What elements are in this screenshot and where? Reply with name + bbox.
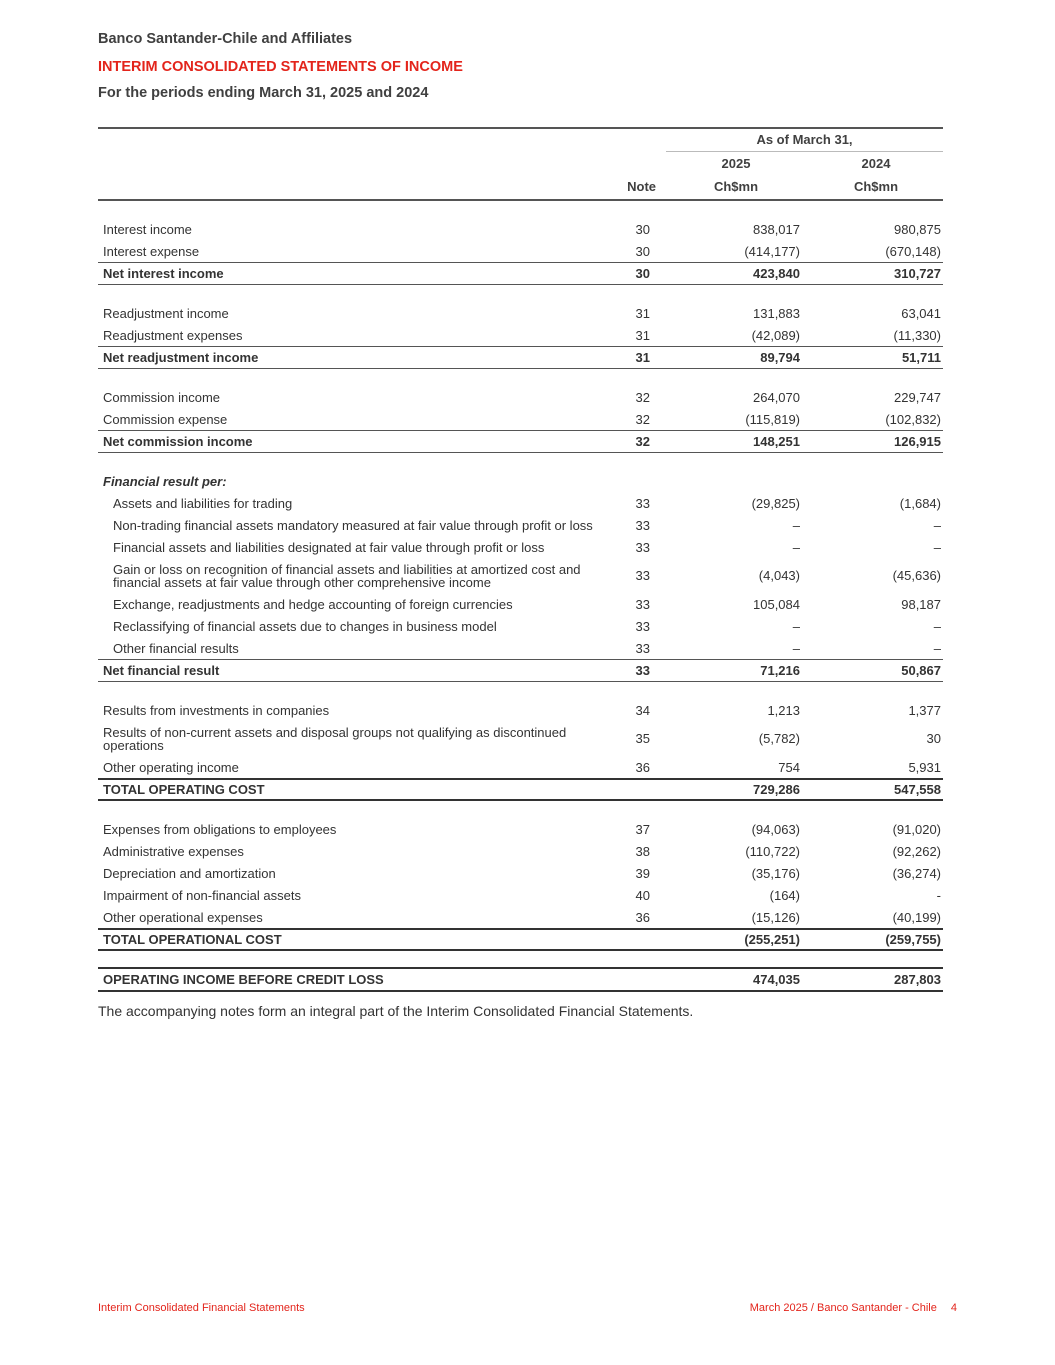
row-label: TOTAL OPERATING COST — [103, 782, 265, 797]
table-row — [98, 514, 943, 536]
row-note: 32 — [635, 434, 650, 449]
row-label: Other operational expenses — [103, 909, 263, 925]
row-value-2025: 89,794 — [760, 350, 800, 365]
row-value-2025: 729,286 — [753, 782, 800, 797]
row-label: Interest expense — [103, 243, 200, 259]
row-label: Readjustment income — [103, 305, 229, 321]
income-statement-table — [98, 127, 943, 992]
row-label: Net financial result — [103, 663, 220, 678]
subtotal-row — [98, 430, 943, 453]
row-value-2025: 1,213 — [767, 702, 800, 718]
row-value-2025: 105,084 — [753, 596, 800, 612]
row-label: Net readjustment income — [103, 350, 259, 365]
row-label: Other operating income — [103, 759, 239, 775]
note-header: Note — [627, 179, 656, 194]
table-row — [98, 840, 943, 862]
row-label: Impairment of non-financial assets — [103, 887, 301, 903]
spacer — [98, 682, 943, 699]
row-label: Expenses from obligations to employees — [103, 821, 337, 837]
row-value-2024: – — [933, 517, 941, 533]
total-row — [98, 778, 943, 801]
row-label: Results of non-current assets and disposal groups not qualifying as discontinued operations — [103, 724, 567, 753]
row-value-2024: (40,199) — [892, 909, 941, 925]
row-note: 33 — [635, 663, 650, 678]
row-value-2024: (1,684) — [899, 495, 941, 511]
spacer — [98, 285, 943, 302]
row-value-2025: (4,043) — [758, 568, 800, 583]
total-row — [98, 928, 943, 951]
table-row — [98, 637, 943, 659]
row-value-2024: (11,330) — [893, 327, 941, 343]
row-value-2025: 474,035 — [753, 972, 800, 987]
table-row — [98, 818, 943, 840]
row-label: Non-trading financial assets mandatory measured at fair value through profit or loss — [113, 517, 593, 533]
row-label: Commission expense — [103, 411, 228, 427]
row-value-2024: 126,915 — [894, 434, 941, 449]
row-label: Financial result per: — [103, 473, 227, 489]
row-label: Administrative expenses — [103, 843, 244, 859]
section-heading — [98, 470, 943, 492]
row-label: Net commission income — [103, 434, 253, 449]
table-row — [98, 884, 943, 906]
footnote: The accompanying notes form an integral part of the Interim Consolidated Financial Statements. — [98, 1003, 694, 1019]
row-value-2025: (255,251) — [744, 932, 800, 947]
row-note: 31 — [635, 305, 650, 321]
row-note: 33 — [635, 640, 650, 656]
row-note: 33 — [635, 568, 650, 583]
page-number: 4 — [950, 1302, 957, 1314]
row-value-2024: (45,636) — [892, 568, 941, 583]
table-row — [98, 302, 943, 324]
row-value-2024: 98,187 — [901, 596, 941, 612]
subtotal-row — [98, 659, 943, 682]
unit-2024-header: Ch$mn — [853, 179, 899, 194]
row-value-2024: 50,867 — [901, 663, 941, 678]
row-value-2024: 980,875 — [894, 221, 941, 237]
table-row — [98, 615, 943, 637]
row-note: 33 — [635, 495, 650, 511]
row-value-2025: 131,883 — [753, 305, 800, 321]
row-value-2024: – — [933, 539, 941, 555]
table-row — [98, 699, 943, 721]
table-row — [98, 240, 943, 262]
row-note: 30 — [635, 243, 650, 259]
row-value-2025: (15,126) — [751, 909, 800, 925]
row-note: 33 — [635, 618, 650, 634]
table-row — [98, 558, 943, 593]
row-value-2024: – — [933, 618, 941, 634]
spacer — [98, 201, 943, 218]
spacer — [98, 453, 943, 470]
row-value-2024: – — [933, 640, 941, 656]
row-value-2025: – — [792, 640, 800, 656]
row-value-2024: - — [936, 887, 941, 903]
statement-title: INTERIM CONSOLIDATED STATEMENTS OF INCOME — [98, 59, 463, 75]
footer-left: Interim Consolidated Financial Statements — [98, 1302, 305, 1314]
row-value-2025: (115,819) — [745, 411, 800, 427]
row-value-2025: 71,216 — [760, 663, 800, 678]
header-divider — [666, 151, 943, 152]
row-value-2025: (29,825) — [751, 495, 800, 511]
row-value-2024: 30 — [926, 731, 941, 746]
row-value-2024: 51,711 — [901, 350, 941, 365]
row-label: Depreciation and amortization — [103, 865, 276, 881]
row-value-2024: 229,747 — [894, 389, 941, 405]
row-value-2024: (91,020) — [892, 821, 941, 837]
table-row — [98, 492, 943, 514]
row-note: 30 — [635, 221, 650, 237]
row-note: 33 — [635, 517, 650, 533]
row-note: 38 — [635, 843, 650, 859]
year-2025-header: 2025 — [721, 156, 751, 171]
row-note: 40 — [635, 887, 650, 903]
row-label: Assets and liabilities for trading — [113, 495, 293, 511]
table-row — [98, 408, 943, 430]
row-value-2025: (35,176) — [751, 865, 800, 881]
row-label: TOTAL OPERATIONAL COST — [103, 932, 282, 947]
spacer — [98, 369, 943, 386]
year-2024-header: 2024 — [861, 156, 891, 171]
row-value-2025: 423,840 — [753, 266, 800, 281]
row-label: Commission income — [103, 389, 221, 405]
company-name: Banco Santander-Chile and Affiliates — [98, 31, 353, 47]
as-of-header: As of March 31, — [756, 132, 853, 147]
row-value-2024: 310,727 — [894, 266, 941, 281]
unit-2025-header: Ch$mn — [713, 179, 759, 194]
row-note: 34 — [635, 702, 650, 718]
row-value-2024: 547,558 — [894, 782, 941, 797]
row-note: 31 — [635, 327, 650, 343]
row-label: Readjustment expenses — [103, 327, 243, 343]
row-label: Interest income — [103, 221, 192, 237]
row-label: Net interest income — [103, 266, 224, 281]
table-row — [98, 386, 943, 408]
row-value-2025: – — [792, 539, 800, 555]
row-note: 31 — [635, 350, 650, 365]
row-label: Other financial results — [113, 640, 239, 656]
row-note: 36 — [635, 909, 650, 925]
row-value-2025: 754 — [778, 759, 800, 775]
row-value-2025: (414,177) — [744, 243, 800, 259]
table-row — [98, 324, 943, 346]
footer-right-text: March 2025 / Banco Santander - Chile — [749, 1302, 937, 1314]
row-value-2024: 5,931 — [908, 759, 941, 775]
row-label: Reclassifying of financial assets due to changes in business model — [113, 618, 497, 634]
row-note: 32 — [635, 389, 650, 405]
row-value-2024: (102,832) — [885, 411, 941, 427]
table-row — [98, 593, 943, 615]
row-label: Exchange, readjustments and hedge accounting of foreign currencies — [113, 596, 513, 612]
row-value-2025: (94,063) — [751, 821, 800, 837]
row-note: 33 — [635, 596, 650, 612]
row-note: 30 — [635, 266, 650, 281]
table-row — [98, 756, 943, 778]
row-value-2025: – — [792, 618, 800, 634]
subtotal-row — [98, 346, 943, 369]
row-value-2024: (670,148) — [885, 243, 941, 259]
row-value-2025: 148,251 — [753, 434, 800, 449]
row-note: 36 — [635, 759, 650, 775]
row-value-2024: (36,274) — [892, 865, 941, 881]
table-row — [98, 536, 943, 558]
row-value-2024: 63,041 — [901, 305, 941, 321]
table-row — [98, 862, 943, 884]
row-note: 35 — [635, 731, 650, 746]
row-label: OPERATING INCOME BEFORE CREDIT LOSS — [103, 972, 384, 987]
row-value-2024: (259,755) — [885, 932, 941, 947]
row-label: Results from investments in companies — [103, 702, 330, 718]
row-label: Gain or loss on recognition of financial assets and liabilities at amortized cost and financial assets at fair value through other comprehensive income — [113, 561, 581, 590]
row-note: 39 — [635, 865, 650, 881]
spacer — [98, 951, 943, 967]
row-value-2024: (92,262) — [892, 843, 941, 859]
row-value-2025: (42,089) — [751, 327, 800, 343]
row-note: 37 — [635, 821, 650, 837]
row-note: 33 — [635, 539, 650, 555]
row-value-2025: (110,722) — [745, 843, 800, 859]
row-value-2025: 838,017 — [753, 221, 800, 237]
spacer — [98, 801, 943, 818]
row-note: 32 — [635, 411, 650, 427]
subtotal-row — [98, 262, 943, 285]
table-header — [98, 127, 943, 201]
footer-right — [750, 1302, 957, 1314]
row-value-2025: 264,070 — [753, 389, 800, 405]
grand-total-row — [98, 967, 943, 992]
row-value-2025: (164) — [769, 887, 800, 903]
row-value-2025: – — [792, 517, 800, 533]
table-row — [98, 218, 943, 240]
table-row — [98, 721, 943, 756]
row-label: Financial assets and liabilities designated at fair value through profit or loss — [113, 539, 545, 555]
row-value-2024: 287,803 — [894, 972, 941, 987]
table-row — [98, 906, 943, 928]
row-value-2025: (5,782) — [758, 731, 800, 746]
statement-period: For the periods ending March 31, 2025 and 2024 — [98, 85, 429, 101]
row-value-2024: 1,377 — [908, 702, 941, 718]
